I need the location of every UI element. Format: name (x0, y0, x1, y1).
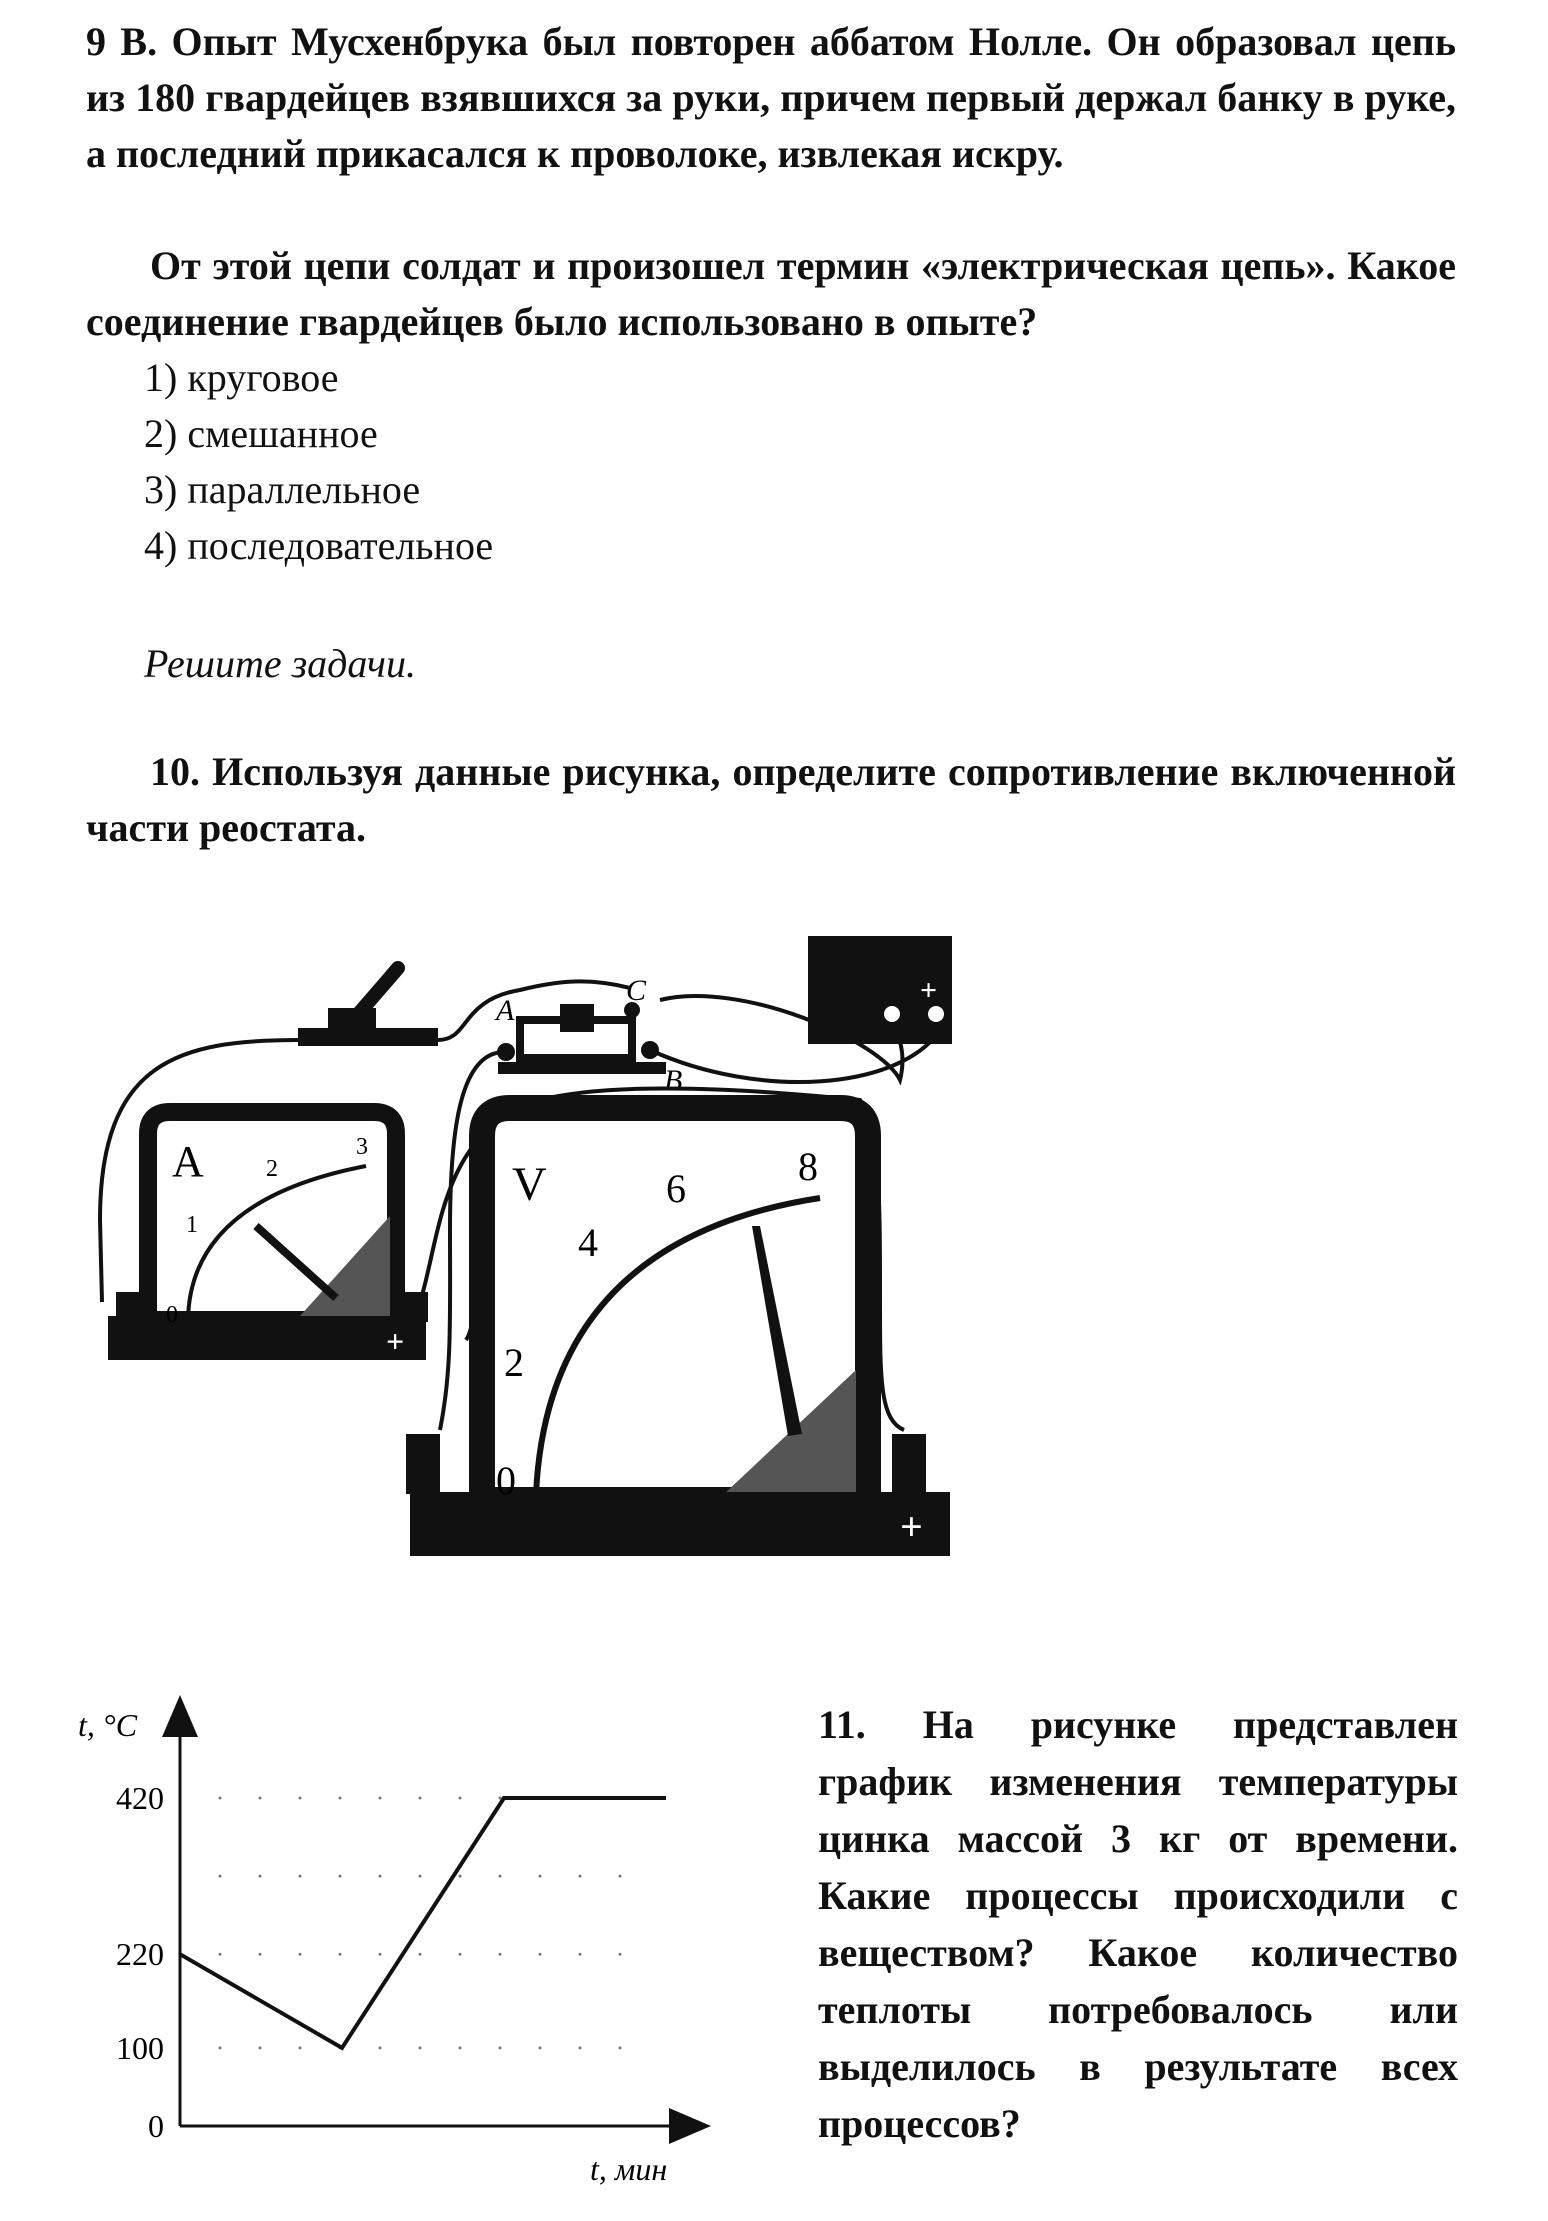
grid-dot (499, 2046, 502, 2049)
grid-dot (419, 2046, 422, 2049)
grid-dot (339, 1875, 342, 1878)
question-11-text: 11. На рисунке представлен график изменения температуры цинка массой 3 кг от времени. Какие процессы происходили с веществом? Какое количество теплоты потребовалось или выделилось в результате всех процессов? (818, 1702, 1458, 2146)
grid-dot (259, 1953, 262, 1956)
grid-dot (619, 1953, 622, 1956)
y-ticks (116, 1780, 164, 2144)
y-tick-420: 420 (116, 1780, 164, 1816)
temperature-chart (60, 1690, 720, 2190)
question-9-text: 9 В. Опыт Мусхенбрука был повторен аббатом Нолле. Он образовал цепь из 180 гвардейцев взявшихся за руки, причем первый держал банку в руке, а последний прикасался к проволоке, извлекая искру. (86, 19, 1456, 176)
grid-dot (539, 1875, 542, 1878)
grid-dot (339, 1953, 342, 1956)
grid-dot (259, 2046, 262, 2049)
question-10-text: 10. Используя данные рисунка, определите сопротивление включенной части реостата. (86, 749, 1456, 850)
ammeter-icon (108, 1112, 428, 1360)
grid-dot (459, 1953, 462, 1956)
grid-dot (579, 1875, 582, 1878)
grid-dot (299, 1953, 302, 1956)
voltmeter-tick-2: 2 (504, 1340, 524, 1385)
grid-dot (539, 2046, 542, 2049)
grid-dot (419, 1875, 422, 1878)
section-heading: Решите задачи. (144, 641, 416, 686)
label-c: C (626, 974, 647, 1007)
y-tick-220: 220 (116, 1936, 164, 1973)
voltmeter-icon (406, 1108, 950, 1556)
grid-dot (499, 1953, 502, 1956)
grid-dot (419, 1953, 422, 1956)
ammeter-plus: + (386, 1323, 405, 1359)
ammeter-tick-0: 0 (166, 1302, 178, 1328)
svg-text:+: + (920, 974, 938, 1007)
temperature-line (180, 1798, 666, 2048)
grid-dot (299, 2046, 302, 2049)
grid-dot (379, 1797, 382, 1800)
grid-dot (379, 1953, 382, 1956)
grid-dot (499, 1875, 502, 1878)
option-2: 2) смешанное (144, 411, 378, 456)
question-9-question: От этой цепи солдат и произошел термин «электрическая цепь». Какое соединение гвардейцев было использовано в опыте? (86, 243, 1456, 344)
ammeter-tick-1: 1 (186, 1212, 198, 1238)
grid-dot (219, 1797, 222, 1800)
ammeter-tick-2: 2 (266, 1156, 278, 1182)
ammeter-symbol: A (172, 1137, 204, 1186)
switch-icon (298, 968, 438, 1046)
x-axis-label: t, мин (590, 2151, 668, 2187)
grid-dot (299, 1875, 302, 1878)
grid-dot (339, 1797, 342, 1800)
y-axis-label: t, °C (78, 1707, 138, 1743)
grid-dot (459, 1875, 462, 1878)
grid-dot (459, 1797, 462, 1800)
grid-dot (219, 2046, 222, 2049)
option-1: 1) круговое (144, 355, 339, 400)
option-3: 3) параллельное (144, 467, 421, 512)
ammeter-tick-3: 3 (356, 1134, 368, 1160)
grid-dot (579, 2046, 582, 2049)
grid-dot (459, 2046, 462, 2049)
y-tick-0: 0 (148, 2108, 164, 2144)
voltmeter-tick-8: 8 (798, 1144, 818, 1189)
grid-dot (619, 1875, 622, 1878)
voltmeter-tick-4: 4 (578, 1220, 598, 1265)
grid-dot (379, 2046, 382, 2049)
grid-dot (419, 1797, 422, 1800)
grid-dot (539, 1953, 542, 1956)
option-4: 4) последовательное (144, 523, 494, 568)
voltmeter-tick-0: 0 (496, 1458, 516, 1503)
label-a: A (496, 994, 515, 1027)
grid-dot (299, 1797, 302, 1800)
label-b: B (664, 1064, 683, 1097)
voltmeter-tick-6: 6 (666, 1166, 686, 1211)
grid-dot (219, 1953, 222, 1956)
grid-dot (579, 1953, 582, 1956)
rheostat-icon (497, 1002, 666, 1074)
voltmeter-plus: + (900, 1504, 923, 1549)
grid-dot (219, 1875, 222, 1878)
grid-dot (259, 1875, 262, 1878)
grid-dot (619, 2046, 622, 2049)
grid-dot (259, 1797, 262, 1800)
voltmeter-symbol: V (512, 1158, 547, 1211)
y-tick-100: 100 (116, 2029, 164, 2066)
grid-dot (379, 1875, 382, 1878)
circuit-figure (0, 900, 1548, 1580)
